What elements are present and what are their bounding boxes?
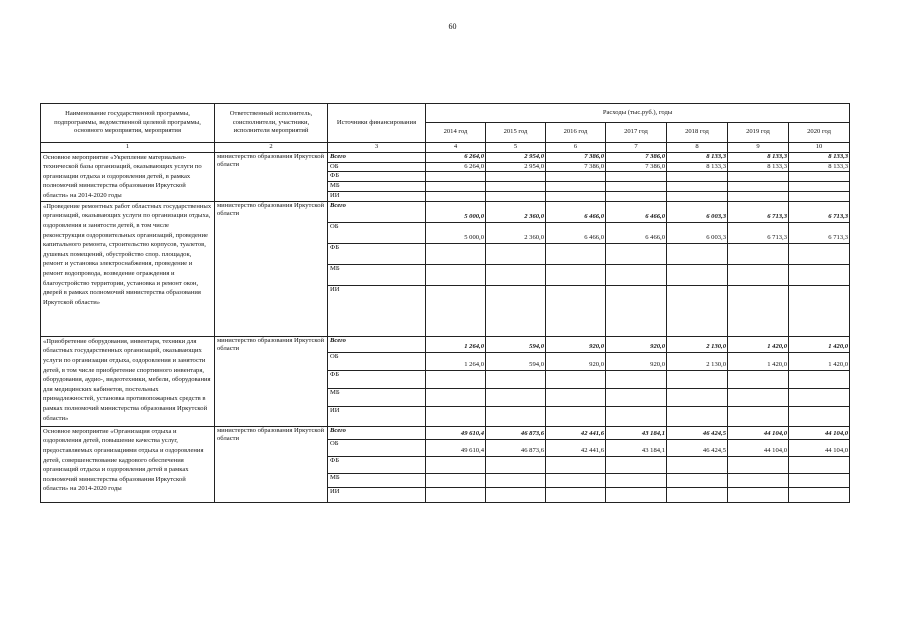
header-year: 2019 год xyxy=(728,123,789,143)
expense-value: 7 386,0 xyxy=(546,162,606,172)
expense-value xyxy=(546,487,606,502)
expense-value xyxy=(789,264,850,285)
header-source: Источники финансирования xyxy=(328,104,426,143)
expense-value xyxy=(667,370,728,388)
expense-value xyxy=(728,243,789,264)
expense-value: 2 954,0 xyxy=(486,162,546,172)
expense-value: 8 133,3 xyxy=(789,152,850,162)
expense-value: 6 713,3 xyxy=(789,222,850,243)
expense-value xyxy=(426,285,486,336)
expense-value: 1 420,0 xyxy=(728,336,789,352)
header-year: 2014 год xyxy=(426,123,486,143)
funding-source: ФБ xyxy=(328,172,426,182)
expense-value: 6 466,0 xyxy=(606,222,667,243)
expense-value: 49 610,4 xyxy=(426,426,486,439)
expense-value: 6 466,0 xyxy=(546,222,606,243)
expense-value xyxy=(486,388,546,406)
expense-value xyxy=(728,172,789,182)
expense-value: 5 000,0 xyxy=(426,222,486,243)
expense-value: 8 133,3 xyxy=(667,162,728,172)
expense-value xyxy=(728,370,789,388)
expense-value xyxy=(486,473,546,487)
expense-value xyxy=(546,406,606,426)
expense-value xyxy=(426,264,486,285)
expense-value xyxy=(426,388,486,406)
expense-value xyxy=(789,388,850,406)
expense-value: 42 441,6 xyxy=(546,426,606,439)
expense-value xyxy=(426,473,486,487)
header-responsible: Ответственный исполнитель, соисполнители, участники, исполнители мероприятий xyxy=(215,104,328,143)
funding-source: ОБ xyxy=(328,162,426,172)
expense-value xyxy=(546,243,606,264)
expense-value: 46 873,6 xyxy=(486,426,546,439)
expense-value: 1 264,0 xyxy=(426,352,486,370)
expense-value xyxy=(546,388,606,406)
funding-source: Всего xyxy=(328,336,426,352)
expense-value: 6 713,3 xyxy=(728,201,789,222)
funding-source: Всего xyxy=(328,201,426,222)
expense-value xyxy=(486,191,546,201)
funding-source: ОБ xyxy=(328,439,426,456)
funding-source: ОБ xyxy=(328,222,426,243)
activity-name: «Приобретение оборудования, инвентаря, техники для областных государственных организаций, оказывающих услуги по организации отдыха, оздоровления и занятости детей, в том числе приобретение спортивного инвентаря, оборудования, аудио-, видеотехники, мебели, оборудования для медицинских кабинетов, постельных принадлежностей, установка противопожарных средств в рамках полномочий министерства образования Иркутской области» xyxy=(41,336,215,426)
header-year: 2017 год xyxy=(606,123,667,143)
funding-source: МБ xyxy=(328,181,426,191)
expense-value xyxy=(667,406,728,426)
expense-value: 1 420,0 xyxy=(789,336,850,352)
expense-value: 46 424,5 xyxy=(667,439,728,456)
expense-value xyxy=(789,370,850,388)
funding-source: МБ xyxy=(328,388,426,406)
responsible-executor: министерство образования Иркутской области xyxy=(215,426,328,502)
expense-value xyxy=(667,172,728,182)
expense-value xyxy=(426,487,486,502)
expense-value xyxy=(426,181,486,191)
expense-value: 1 264,0 xyxy=(426,336,486,352)
funding-source: Всего xyxy=(328,152,426,162)
column-number: 7 xyxy=(606,143,667,153)
funding-source: ФБ xyxy=(328,370,426,388)
header-year: 2018 год xyxy=(667,123,728,143)
responsible-executor: министерство образования Иркутской области xyxy=(215,336,328,426)
expense-value: 5 000,0 xyxy=(426,201,486,222)
expense-value xyxy=(789,487,850,502)
expense-value: 44 104,0 xyxy=(728,439,789,456)
expense-value xyxy=(426,370,486,388)
expense-value xyxy=(728,406,789,426)
expense-value xyxy=(426,191,486,201)
expense-value: 594,0 xyxy=(486,352,546,370)
expense-value: 43 184,1 xyxy=(606,439,667,456)
expense-value xyxy=(667,456,728,473)
expense-value: 920,0 xyxy=(606,352,667,370)
funding-source: ИИ xyxy=(328,285,426,336)
expense-value xyxy=(606,487,667,502)
expense-value xyxy=(728,191,789,201)
expense-value xyxy=(606,473,667,487)
expense-value xyxy=(728,285,789,336)
header-year: 2020 год xyxy=(789,123,850,143)
expense-value: 2 130,0 xyxy=(667,352,728,370)
column-number: 9 xyxy=(728,143,789,153)
expense-value xyxy=(606,406,667,426)
expense-value xyxy=(486,456,546,473)
expense-value xyxy=(728,264,789,285)
expense-value: 44 104,0 xyxy=(728,426,789,439)
funding-source: ФБ xyxy=(328,456,426,473)
expense-value xyxy=(789,181,850,191)
expense-value xyxy=(667,285,728,336)
header-year: 2015 год xyxy=(486,123,546,143)
expense-value xyxy=(486,172,546,182)
expense-value: 2 130,0 xyxy=(667,336,728,352)
expense-value: 46 424,5 xyxy=(667,426,728,439)
expense-value: 920,0 xyxy=(606,336,667,352)
expense-value xyxy=(789,243,850,264)
expense-value: 920,0 xyxy=(546,352,606,370)
expense-value xyxy=(606,181,667,191)
expense-value: 2 360,0 xyxy=(486,222,546,243)
column-number: 5 xyxy=(486,143,546,153)
column-number: 3 xyxy=(328,143,426,153)
expense-value xyxy=(546,456,606,473)
expense-value: 6 003,3 xyxy=(667,201,728,222)
expense-value xyxy=(486,406,546,426)
column-number: 10 xyxy=(789,143,850,153)
expense-value: 8 133,3 xyxy=(728,152,789,162)
expense-value xyxy=(789,285,850,336)
expense-value xyxy=(486,243,546,264)
expense-value xyxy=(789,191,850,201)
expense-value xyxy=(546,370,606,388)
expense-value xyxy=(546,473,606,487)
header-expenses: Расходы (тыс.руб.), годы xyxy=(426,104,850,123)
expense-value: 7 386,0 xyxy=(606,152,667,162)
expense-value xyxy=(546,181,606,191)
expense-value xyxy=(546,191,606,201)
expense-value xyxy=(728,388,789,406)
expense-value xyxy=(728,487,789,502)
expense-value xyxy=(486,370,546,388)
expense-value xyxy=(426,456,486,473)
funding-source: МБ xyxy=(328,264,426,285)
expense-value: 6 466,0 xyxy=(546,201,606,222)
expense-value xyxy=(667,388,728,406)
expense-value xyxy=(426,243,486,264)
column-number: 8 xyxy=(667,143,728,153)
expense-value: 6 713,3 xyxy=(789,201,850,222)
expense-value xyxy=(546,285,606,336)
header-name: Наименование государственной программы, подпрограммы, ведомственной целевой программы, основного мероприятия, мероприятия xyxy=(41,104,215,143)
expense-value: 7 386,0 xyxy=(546,152,606,162)
funding-source: ФБ xyxy=(328,243,426,264)
expense-value xyxy=(606,388,667,406)
column-number: 2 xyxy=(215,143,328,153)
header-year: 2016 год xyxy=(546,123,606,143)
expense-value: 8 133,3 xyxy=(667,152,728,162)
expense-value: 920,0 xyxy=(546,336,606,352)
funding-source: ИИ xyxy=(328,191,426,201)
expense-value xyxy=(546,172,606,182)
expense-value: 43 184,1 xyxy=(606,426,667,439)
activity-name: Основное мероприятие «Организация отдыха и оздоровления детей, повышение качества услуг, предоставляемых организациями отдыха и оздоровления детей, совершенствование кадрового обеспечения организаций отдыха и оздоровления детей в рамках полномочий министерства образования Иркутской области» на 2014-2020 годы xyxy=(41,426,215,502)
column-number: 6 xyxy=(546,143,606,153)
expense-value: 6 466,0 xyxy=(606,201,667,222)
expense-value: 8 133,3 xyxy=(728,162,789,172)
expense-value xyxy=(667,243,728,264)
expense-value: 6 264,0 xyxy=(426,162,486,172)
expense-value: 6 003,3 xyxy=(667,222,728,243)
funding-source: МБ xyxy=(328,473,426,487)
expense-value: 46 873,6 xyxy=(486,439,546,456)
expense-value: 594,0 xyxy=(486,336,546,352)
column-number: 4 xyxy=(426,143,486,153)
expense-value xyxy=(667,191,728,201)
expense-value xyxy=(667,264,728,285)
expense-value: 2 954,0 xyxy=(486,152,546,162)
expense-value xyxy=(426,172,486,182)
funding-source: ИИ xyxy=(328,406,426,426)
expense-value xyxy=(606,243,667,264)
expense-value xyxy=(606,456,667,473)
activity-name: Основное мероприятие «Укрепление материально-технической базы организаций, оказывающих услуги по организации отдыха и оздоровления детей, в рамках полномочий министерства образования Иркутской области» на 2014-2020 годы xyxy=(41,152,215,201)
expense-value: 8 133,3 xyxy=(789,162,850,172)
responsible-executor: министерство образования Иркутской области xyxy=(215,201,328,336)
expense-value: 49 610,4 xyxy=(426,439,486,456)
expense-value xyxy=(728,181,789,191)
expense-value: 1 420,0 xyxy=(789,352,850,370)
expense-value xyxy=(789,456,850,473)
expense-value xyxy=(606,172,667,182)
expense-value: 6 713,3 xyxy=(728,222,789,243)
funding-source: ОБ xyxy=(328,352,426,370)
expense-value xyxy=(546,264,606,285)
expense-value xyxy=(728,456,789,473)
column-number: 1 xyxy=(41,143,215,153)
expense-value xyxy=(486,264,546,285)
expense-value xyxy=(606,264,667,285)
expense-value xyxy=(486,487,546,502)
expense-value: 44 104,0 xyxy=(789,426,850,439)
expense-value xyxy=(667,473,728,487)
funding-source: Всего xyxy=(328,426,426,439)
expense-value: 6 264,0 xyxy=(426,152,486,162)
expense-value xyxy=(486,285,546,336)
expense-value xyxy=(606,285,667,336)
funding-source: ИИ xyxy=(328,487,426,502)
expense-value: 2 360,0 xyxy=(486,201,546,222)
expense-value: 1 420,0 xyxy=(728,352,789,370)
expense-value xyxy=(606,370,667,388)
expense-value xyxy=(667,181,728,191)
page-number: 60 xyxy=(448,22,457,31)
budget-table xyxy=(40,103,850,503)
expense-value: 7 386,0 xyxy=(606,162,667,172)
activity-name: «Проведение ремонтных работ областных государственных организаций, оказывающих услуги по организации отдыха, оздоровления и занятости детей, в том числе реконструкция оздоровительных организаций, проведение капитального ремонта, строительство корпусов, туалетов, душевых помещений, обустройство спор. площадок, ремонт и установка электроснабжения, проведение и ремонт водопровода, возведение ограждения и благоустройство территории, установка и ремонт окон, дверей в рамках полномочий министерства образования Иркутской области» xyxy=(41,201,215,336)
expense-value xyxy=(426,406,486,426)
expense-value: 42 441,6 xyxy=(546,439,606,456)
expense-value xyxy=(486,181,546,191)
expense-value xyxy=(789,406,850,426)
expense-value xyxy=(606,191,667,201)
expense-value xyxy=(667,487,728,502)
expense-value: 44 104,0 xyxy=(789,439,850,456)
responsible-executor: министерство образования Иркутской области xyxy=(215,152,328,201)
expense-value xyxy=(728,473,789,487)
expense-value xyxy=(789,473,850,487)
expense-value xyxy=(789,172,850,182)
